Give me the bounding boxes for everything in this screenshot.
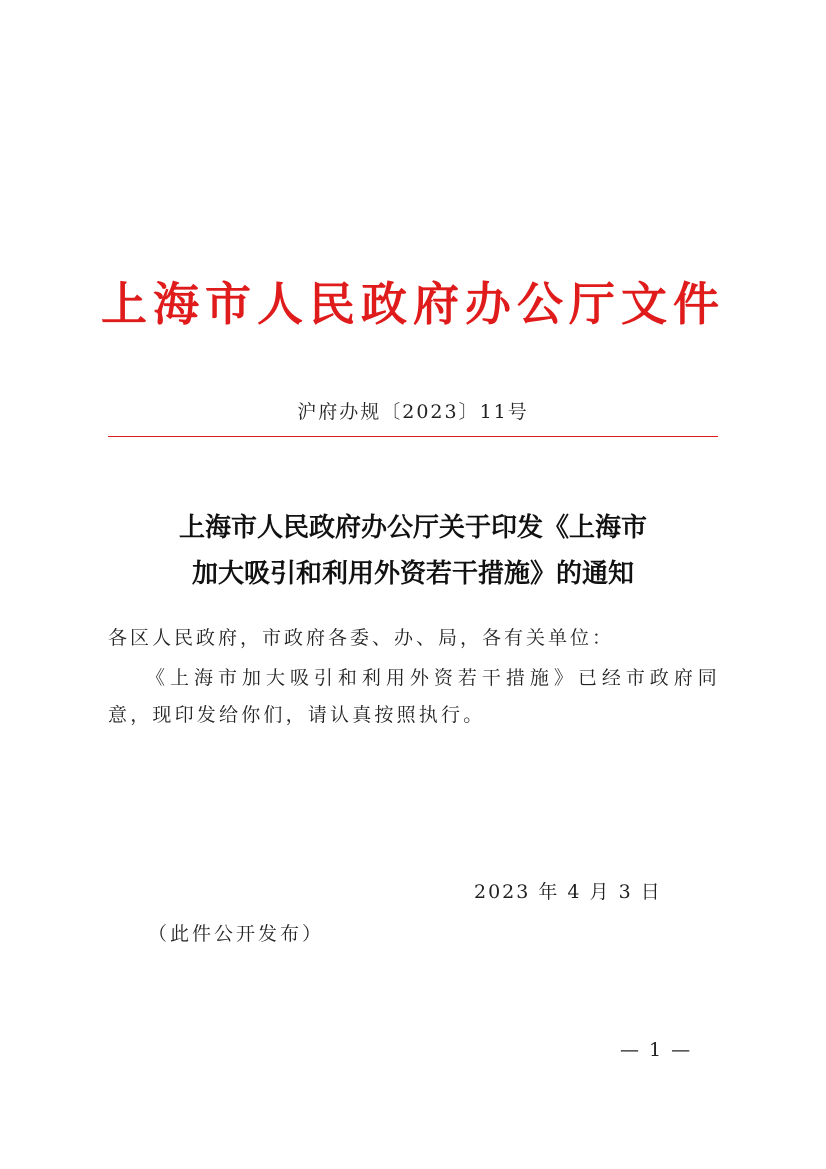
- notice-title-line-1: 上海市人民政府办公厅关于印发《上海市: [178, 513, 647, 543]
- salutation: 各区人民政府，市政府各委、办、局，各有关单位：: [108, 627, 615, 649]
- document-number: 沪府办规〔2023〕11号: [297, 401, 529, 423]
- issue-date: 2023 年 4 月 3 日: [474, 881, 662, 903]
- publication-note: （此件公开发布）: [148, 923, 325, 945]
- issuer-header-title: 上海市人民政府办公厅文件: [101, 277, 725, 331]
- notice-title: [0, 505, 826, 597]
- body-paragraph: 《上海市加大吸引和利用外资若干措施》已经市政府同意，现印发给你们，请认真按照执行。: [108, 667, 720, 726]
- notice-title-line-2: 加大吸引和利用外资若干措施》的通知: [191, 559, 634, 589]
- page-number: — 1 —: [620, 1039, 693, 1061]
- red-separator-line: [108, 436, 718, 437]
